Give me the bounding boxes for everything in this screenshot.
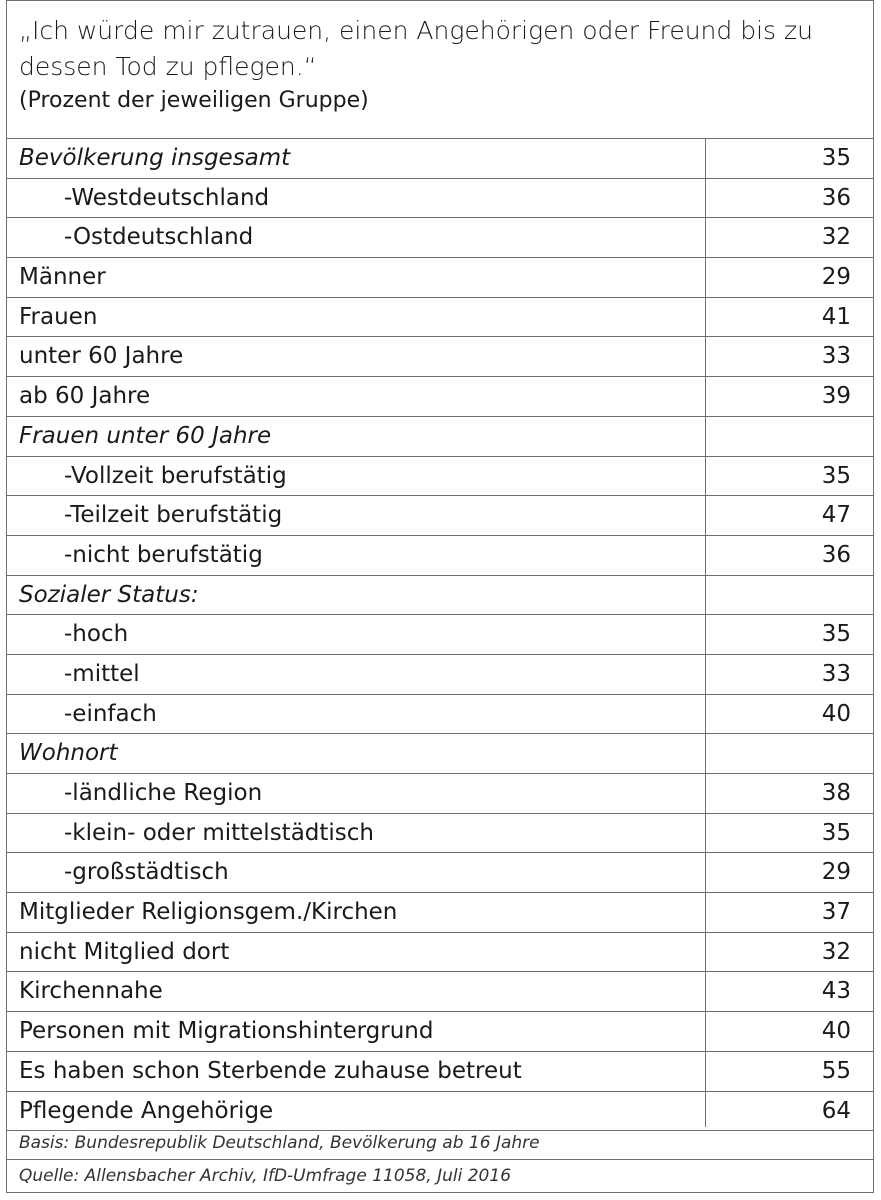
row-value: 35	[821, 621, 851, 648]
row-label: -mittel	[64, 660, 140, 687]
row-value: 29	[821, 264, 851, 291]
row-label: Sozialer Status:	[19, 581, 199, 608]
row-value: 47	[821, 502, 851, 529]
title-line-1: „Ich würde mir zutrauen, einen Angehörigen oder Freund bis zu	[19, 16, 813, 45]
table-row	[7, 576, 873, 616]
row-value: 35	[821, 819, 851, 846]
table-row	[7, 774, 873, 814]
table-row	[7, 1052, 873, 1092]
row-label: -ländliche Region	[64, 780, 263, 806]
table-row	[7, 972, 873, 1012]
table-row	[7, 695, 873, 735]
row-value: 35	[821, 145, 851, 171]
row-value: 35	[821, 462, 851, 489]
row-label: Männer	[19, 264, 106, 291]
row-value: 33	[821, 343, 851, 370]
row-label: Kirchennahe	[19, 978, 163, 1005]
table-row	[7, 933, 873, 973]
row-label: Bevölkerung insgesamt	[19, 145, 291, 171]
row-label: nicht Mitglied dort	[19, 938, 230, 965]
table-row	[7, 853, 873, 893]
table-row	[7, 218, 873, 258]
table-row	[7, 615, 873, 655]
row-label: Wohnort	[19, 740, 118, 767]
row-value: 32	[821, 938, 851, 965]
row-label: Mitglieder Religionsgem./Kirchen	[19, 899, 398, 926]
row-value: 29	[821, 859, 851, 886]
row-value: 55	[821, 1057, 851, 1084]
table-row	[7, 496, 873, 536]
table-row	[7, 179, 873, 219]
row-label: Personen mit Migrationshintergrund	[19, 1018, 434, 1045]
title-line-2: dessen Tod zu pflegen.“	[19, 52, 317, 81]
table-row	[7, 377, 873, 417]
row-value: 41	[821, 303, 851, 330]
table-row	[7, 536, 873, 576]
row-label: -hoch	[64, 621, 129, 648]
table-row	[7, 139, 873, 179]
table-row	[7, 655, 873, 695]
row-label: -Vollzeit berufstätig	[64, 462, 287, 489]
row-value: 33	[821, 660, 851, 687]
row-label: -klein- oder mittelstädtisch	[64, 819, 375, 846]
row-value: 38	[821, 780, 851, 806]
row-value: 36	[821, 184, 851, 211]
table-body	[7, 139, 873, 1131]
row-value: 32	[821, 224, 851, 251]
row-label: Frauen	[19, 303, 98, 330]
row-label: ab 60 Jahre	[19, 383, 151, 410]
table-row	[7, 298, 873, 338]
table-row	[7, 814, 873, 854]
table-subtitle: (Prozent der jeweiligen Gruppe)	[19, 88, 369, 113]
row-label: -Teilzeit berufstätig	[64, 502, 283, 529]
source-note: Quelle: Allensbacher Archiv, IfD-Umfrage 11058, Juli 2016	[19, 1166, 512, 1186]
table-row	[7, 1012, 873, 1052]
row-label: -Westdeutschland	[64, 184, 270, 211]
row-label: -nicht berufstätig	[64, 541, 263, 568]
row-value: 64	[821, 1097, 851, 1124]
table-row	[7, 337, 873, 377]
row-label: unter 60 Jahre	[19, 343, 184, 370]
table-row	[7, 417, 873, 457]
row-value: 40	[821, 700, 851, 727]
column-divider	[705, 139, 706, 1127]
table-row	[7, 734, 873, 774]
table-row	[7, 258, 873, 298]
row-value: 37	[821, 899, 851, 926]
row-label: -großstädtisch	[64, 859, 229, 886]
row-label: -einfach	[64, 700, 157, 727]
basis-note: Basis: Bundesrepublik Deutschland, Bevölkerung ab 16 Jahre	[7, 1127, 873, 1160]
row-value: 39	[821, 383, 851, 410]
table-title	[19, 13, 861, 85]
row-value: 40	[821, 1018, 851, 1045]
row-label: Es haben schon Sterbende zuhause betreut	[19, 1057, 522, 1084]
row-label: Pflegende Angehörige	[19, 1097, 274, 1124]
table-row	[7, 1092, 873, 1132]
row-value: 43	[821, 978, 851, 1005]
table-frame	[6, 0, 874, 1193]
table-header	[7, 1, 873, 139]
table-row	[7, 457, 873, 497]
row-value: 36	[821, 541, 851, 568]
row-label: Frauen unter 60 Jahre	[19, 422, 272, 449]
table-row	[7, 893, 873, 933]
row-label: -Ostdeutschland	[64, 224, 254, 251]
